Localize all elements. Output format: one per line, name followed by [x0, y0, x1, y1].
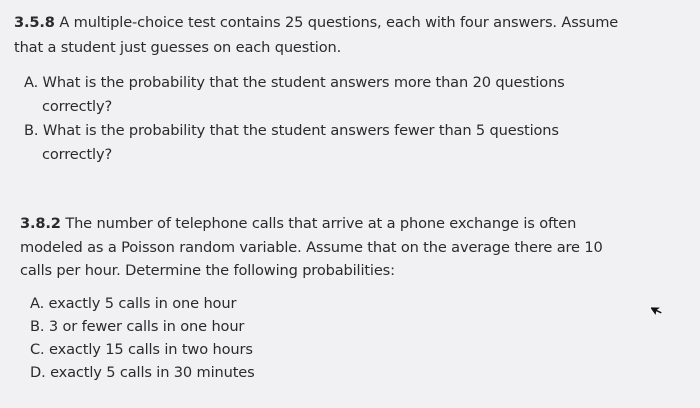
problem2-number: 3.8.2: [20, 215, 61, 232]
problem1-intro-line2: that a student just guesses on each question.: [14, 39, 342, 56]
problem2-part-d: D. exactly 5 calls in 30 minutes: [30, 364, 255, 381]
problem2-intro-text1: The number of telephone calls that arrive at a phone exchange is often: [65, 215, 577, 232]
problem1-part-a-line2: correctly?: [42, 98, 113, 115]
problem1-intro-line1: [14, 13, 618, 33]
problem2-part-a: A. exactly 5 calls in one hour: [30, 295, 237, 312]
problem1-part-a-line1: A. What is the probability that the student answers more than 20 questions: [24, 74, 565, 91]
problem1-intro-text1: A multiple-choice test contains 25 questions, each with four answers. Assume: [59, 14, 619, 31]
problem2-intro-line2: modeled as a Poisson random variable. Assume that on the average there are 10: [20, 239, 603, 256]
problem2-intro-line3: calls per hour. Determine the following probabilities:: [20, 262, 395, 279]
problem2-part-b: B. 3 or fewer calls in one hour: [30, 318, 245, 335]
problem2-intro-line1: [20, 214, 576, 234]
problem1-part-b-line1: B. What is the probability that the student answers fewer than 5 questions: [24, 122, 559, 139]
problem2-part-c: C. exactly 15 calls in two hours: [30, 341, 253, 358]
problem1-number: 3.5.8: [14, 14, 55, 31]
problem1-part-b-line2: correctly?: [42, 146, 113, 163]
arrow-cursor-icon: [651, 302, 663, 316]
